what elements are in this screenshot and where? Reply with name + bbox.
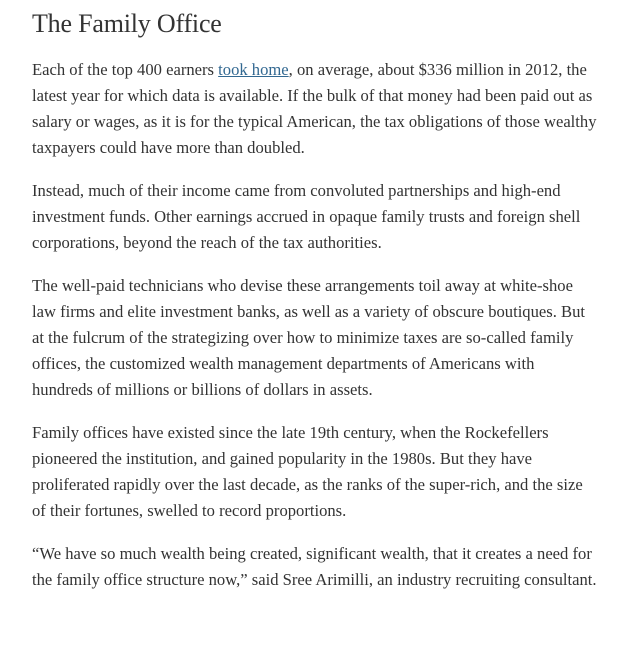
paragraph-4: Family offices have existed since the late 19th century, when the Rockefellers pioneered the institution, and gained popularity in the 1980s. But they have proliferated rapidly over the last decade, as the ranks of the super-rich, and the size of their fortunes, swelled to record proportions.: [32, 423, 583, 520]
took-home-link[interactable]: took home: [218, 60, 289, 79]
paragraph-1-text-before-link: Each of the top 400 earners: [32, 60, 219, 79]
paragraph-1-text-after-link: , on average, about $336 million in 2012, the latest year for which data is available. If the bulk of that money had been paid out as salary or wages, as it is for the typical American, the tax obligations of those wealthy taxpayers could have more than doubled.: [32, 60, 597, 157]
paragraph-3: The well-paid technicians who devise these arrangements toil away at white-shoe law firms and elite investment banks, as well as a variety of obscure boutiques. But at the fulcrum of the strategizing over how to minimize taxes are so-called family offices, the customized wealth management departments of Americans with hundreds of millions or billions of dollars in assets.: [32, 276, 585, 399]
section-heading: The Family Office: [32, 9, 222, 38]
paragraph-2: Instead, much of their income came from convoluted partnerships and high-end investment funds. Other earnings accrued in opaque family trusts and foreign shell corporations, beyond the reach of the tax authorities.: [32, 181, 581, 252]
paragraph-1: [32, 57, 598, 161]
paragraph-5: “We have so much wealth being created, significant wealth, that it creates a need for the family office structure now,” said Sree Arimilli, an industry recruiting consultant.: [32, 544, 597, 589]
article-body: [32, 8, 598, 610]
